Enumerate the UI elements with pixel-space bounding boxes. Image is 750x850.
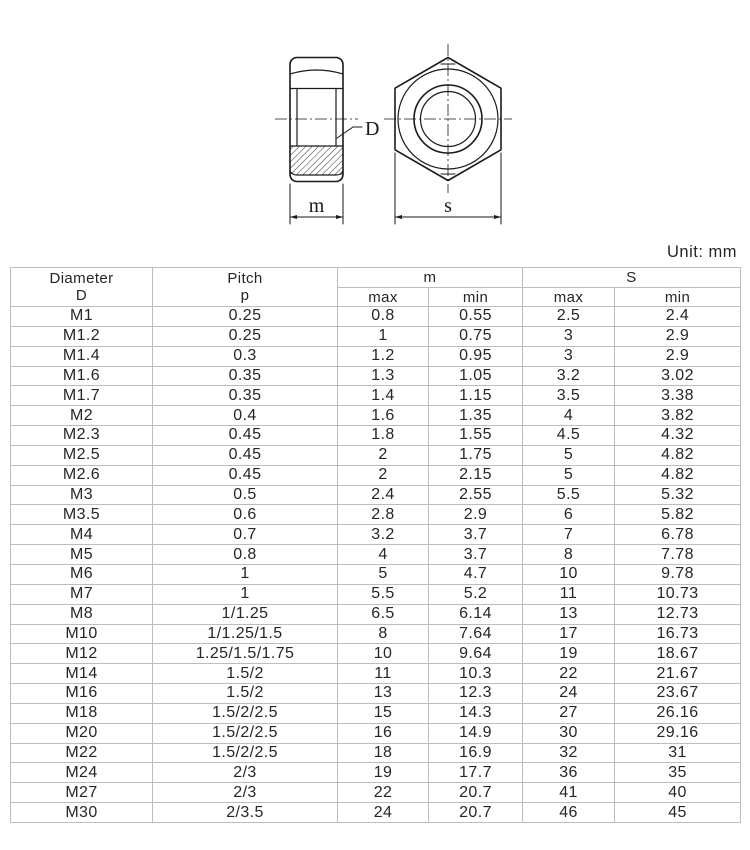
cell-s-min: 2.9 [615,347,741,367]
cell-m-max: 10 [338,644,429,664]
cell-pitch: 0.45 [153,426,338,446]
cell-diameter: M4 [11,525,153,545]
cell-diameter: M1.4 [11,347,153,367]
cell-s-min: 21.67 [615,664,741,684]
cell-m-min: 16.9 [429,744,523,764]
table-row [11,386,741,406]
cell-s-min: 4.82 [615,466,741,486]
cell-pitch: 1 [153,585,338,605]
cell-s-max: 11 [523,585,615,605]
cell-s-min: 29.16 [615,724,741,744]
cell-s-min: 2.4 [615,307,741,327]
cell-pitch: 2/3 [153,783,338,803]
cell-s-min: 3.02 [615,367,741,387]
table-row [11,625,741,645]
cell-s-min: 3.82 [615,406,741,426]
cell-m-max: 19 [338,763,429,783]
cell-m-max: 16 [338,724,429,744]
cell-diameter: M14 [11,664,153,684]
cell-m-min: 1.75 [429,446,523,466]
dimension-m-arrow-right [336,215,343,219]
cell-s-max: 3 [523,347,615,367]
header-pitch-symbol: p [240,287,250,304]
header-diameter-symbol: D [75,287,88,304]
cell-pitch: 1/1.25/1.5 [153,625,338,645]
cell-m-min: 1.55 [429,426,523,446]
cell-diameter: M5 [11,545,153,565]
dimension-s-arrow-right [494,215,501,219]
hatched-section [291,146,343,175]
nut-side-view [275,58,358,182]
cell-pitch: 0.4 [153,406,338,426]
cell-pitch: 0.5 [153,486,338,506]
cell-diameter: M27 [11,783,153,803]
table-header [11,268,741,307]
cell-s-min: 9.78 [615,565,741,585]
cell-m-min: 14.9 [429,724,523,744]
cell-pitch: 1.25/1.5/1.75 [153,644,338,664]
cell-m-max: 6.5 [338,605,429,625]
header-m-max: max [338,288,429,307]
cell-m-max: 1.8 [338,426,429,446]
dimension-m-arrow-left [290,215,297,219]
cell-m-min: 0.55 [429,307,523,327]
cell-diameter: M2.5 [11,446,153,466]
cell-s-min: 5.82 [615,505,741,525]
cell-m-min: 2.15 [429,466,523,486]
table-row [11,505,741,525]
cell-m-max: 5.5 [338,585,429,605]
leader-line-d [337,127,362,138]
dimension-m [290,184,343,224]
cell-s-min: 5.32 [615,486,741,506]
cell-s-max: 3.5 [523,386,615,406]
cell-pitch: 0.25 [153,307,338,327]
cell-m-min: 2.55 [429,486,523,506]
table-row [11,545,741,565]
header-pitch-label: Pitch [227,270,263,287]
cell-s-max: 8 [523,545,615,565]
cell-m-min: 14.3 [429,704,523,724]
cell-m-min: 0.75 [429,327,523,347]
cell-pitch: 0.45 [153,466,338,486]
table-row [11,525,741,545]
cell-s-max: 36 [523,763,615,783]
header-diameter [11,268,153,307]
cell-pitch: 1.5/2/2.5 [153,724,338,744]
cell-diameter: M7 [11,585,153,605]
cell-pitch: 2/3.5 [153,803,338,823]
cell-diameter: M16 [11,684,153,704]
cell-m-min: 10.3 [429,664,523,684]
table-row [11,565,741,585]
cell-m-min: 6.14 [429,605,523,625]
cell-s-max: 24 [523,684,615,704]
cell-diameter: M2.6 [11,466,153,486]
table-row [11,466,741,486]
table-row [11,644,741,664]
cell-s-max: 10 [523,565,615,585]
cell-diameter: M6 [11,565,153,585]
cell-s-max: 17 [523,625,615,645]
cell-diameter: M24 [11,763,153,783]
header-diameter-label: Diameter [49,270,114,287]
table-row [11,684,741,704]
cell-s-min: 12.73 [615,605,741,625]
cell-pitch: 0.8 [153,545,338,565]
cell-s-min: 4.32 [615,426,741,446]
table-row [11,783,741,803]
cell-s-max: 30 [523,724,615,744]
cell-m-max: 2.4 [338,486,429,506]
cell-pitch: 0.6 [153,505,338,525]
cell-pitch: 0.45 [153,446,338,466]
nut-front-view [384,44,512,193]
cell-m-max: 13 [338,684,429,704]
cell-pitch: 1.5/2 [153,664,338,684]
header-m: m [338,268,523,288]
cell-diameter: M12 [11,644,153,664]
dimension-label-m: m [308,195,325,217]
cell-pitch: 0.7 [153,525,338,545]
hex-nut-drawing [0,0,750,235]
cell-pitch: 0.3 [153,347,338,367]
cell-diameter: M2 [11,406,153,426]
cell-m-max: 15 [338,704,429,724]
table-row [11,605,741,625]
cell-s-max: 19 [523,644,615,664]
cell-pitch: 1/1.25 [153,605,338,625]
header-s: S [523,268,741,288]
header-s-min: min [615,288,741,307]
cell-s-min: 35 [615,763,741,783]
header-pitch [153,268,338,307]
cell-pitch: 1.5/2/2.5 [153,744,338,764]
cell-diameter: M8 [11,605,153,625]
cell-m-min: 9.64 [429,644,523,664]
table-row [11,307,741,327]
cell-s-max: 41 [523,783,615,803]
cell-pitch: 1 [153,565,338,585]
cell-pitch: 0.25 [153,327,338,347]
cell-m-max: 1.6 [338,406,429,426]
dimension-table [10,267,741,823]
cell-m-max: 18 [338,744,429,764]
cell-s-max: 3 [523,327,615,347]
cell-s-max: 27 [523,704,615,724]
cell-m-min: 5.2 [429,585,523,605]
cell-m-min: 1.15 [429,386,523,406]
table-row [11,446,741,466]
cell-m-min: 3.7 [429,545,523,565]
table-row [11,704,741,724]
cell-diameter: M1.7 [11,386,153,406]
unit-label: Unit: mm [667,243,737,261]
table-row [11,664,741,684]
cell-diameter: M3 [11,486,153,506]
cell-m-max: 4 [338,545,429,565]
cell-diameter: M22 [11,744,153,764]
cell-diameter: M1.2 [11,327,153,347]
cell-s-max: 32 [523,744,615,764]
table-body [11,307,741,823]
table-row [11,426,741,446]
cell-pitch: 1.5/2/2.5 [153,704,338,724]
cell-s-max: 6 [523,505,615,525]
dimension-label-s: s [444,195,452,217]
cell-s-min: 6.78 [615,525,741,545]
dimension-s-arrow-left [395,215,402,219]
cell-diameter: M1.6 [11,367,153,387]
cell-m-min: 1.05 [429,367,523,387]
cell-s-max: 4.5 [523,426,615,446]
table-row [11,744,741,764]
cell-m-max: 0.8 [338,307,429,327]
cell-pitch: 0.35 [153,386,338,406]
table-row [11,406,741,426]
cell-m-min: 20.7 [429,803,523,823]
cell-s-min: 4.82 [615,446,741,466]
cell-diameter: M10 [11,625,153,645]
cell-s-min: 16.73 [615,625,741,645]
cell-m-max: 1.2 [338,347,429,367]
cell-s-min: 18.67 [615,644,741,664]
cell-m-min: 1.35 [429,406,523,426]
cell-m-min: 4.7 [429,565,523,585]
cell-m-max: 2 [338,466,429,486]
cell-diameter: M20 [11,724,153,744]
cell-s-max: 4 [523,406,615,426]
table-row [11,585,741,605]
cell-m-max: 1.3 [338,367,429,387]
cell-m-min: 17.7 [429,763,523,783]
cell-m-min: 3.7 [429,525,523,545]
cell-diameter: M1 [11,307,153,327]
cell-s-min: 2.9 [615,327,741,347]
table-row [11,763,741,783]
table-row [11,367,741,387]
cell-m-min: 12.3 [429,684,523,704]
cell-s-max: 5.5 [523,486,615,506]
cell-m-max: 22 [338,783,429,803]
cell-s-min: 7.78 [615,545,741,565]
cell-diameter: M30 [11,803,153,823]
cell-s-min: 23.67 [615,684,741,704]
cell-m-max: 11 [338,664,429,684]
cell-s-min: 40 [615,783,741,803]
cell-m-max: 1.4 [338,386,429,406]
cell-diameter: M2.3 [11,426,153,446]
thread-diameter-label: D [365,118,380,140]
side-view-chamfer-lines [297,89,336,147]
cell-s-max: 46 [523,803,615,823]
cell-diameter: M3.5 [11,505,153,525]
cell-m-min: 2.9 [429,505,523,525]
cell-diameter: M18 [11,704,153,724]
cell-m-max: 2 [338,446,429,466]
cell-m-max: 2.8 [338,505,429,525]
table-row [11,724,741,744]
cell-pitch: 0.35 [153,367,338,387]
table-row [11,327,741,347]
cell-s-min: 3.38 [615,386,741,406]
header-s-max: max [523,288,615,307]
cell-s-max: 2.5 [523,307,615,327]
cell-m-max: 5 [338,565,429,585]
header-m-min: min [429,288,523,307]
cell-m-max: 1 [338,327,429,347]
cell-s-max: 5 [523,466,615,486]
cell-s-max: 7 [523,525,615,545]
cell-m-max: 8 [338,625,429,645]
side-view-top-chamfer [290,70,343,74]
cell-m-min: 7.64 [429,625,523,645]
cell-m-min: 20.7 [429,783,523,803]
table-row [11,803,741,823]
cell-m-max: 24 [338,803,429,823]
table-row [11,347,741,367]
cell-s-max: 3.2 [523,367,615,387]
cell-s-max: 22 [523,664,615,684]
cell-s-min: 10.73 [615,585,741,605]
cell-s-min: 31 [615,744,741,764]
cell-s-min: 45 [615,803,741,823]
cell-s-max: 5 [523,446,615,466]
cell-s-max: 13 [523,605,615,625]
cell-m-min: 0.95 [429,347,523,367]
cell-pitch: 2/3 [153,763,338,783]
cell-s-min: 26.16 [615,704,741,724]
cell-pitch: 1.5/2 [153,684,338,704]
table-row [11,486,741,506]
cell-m-max: 3.2 [338,525,429,545]
